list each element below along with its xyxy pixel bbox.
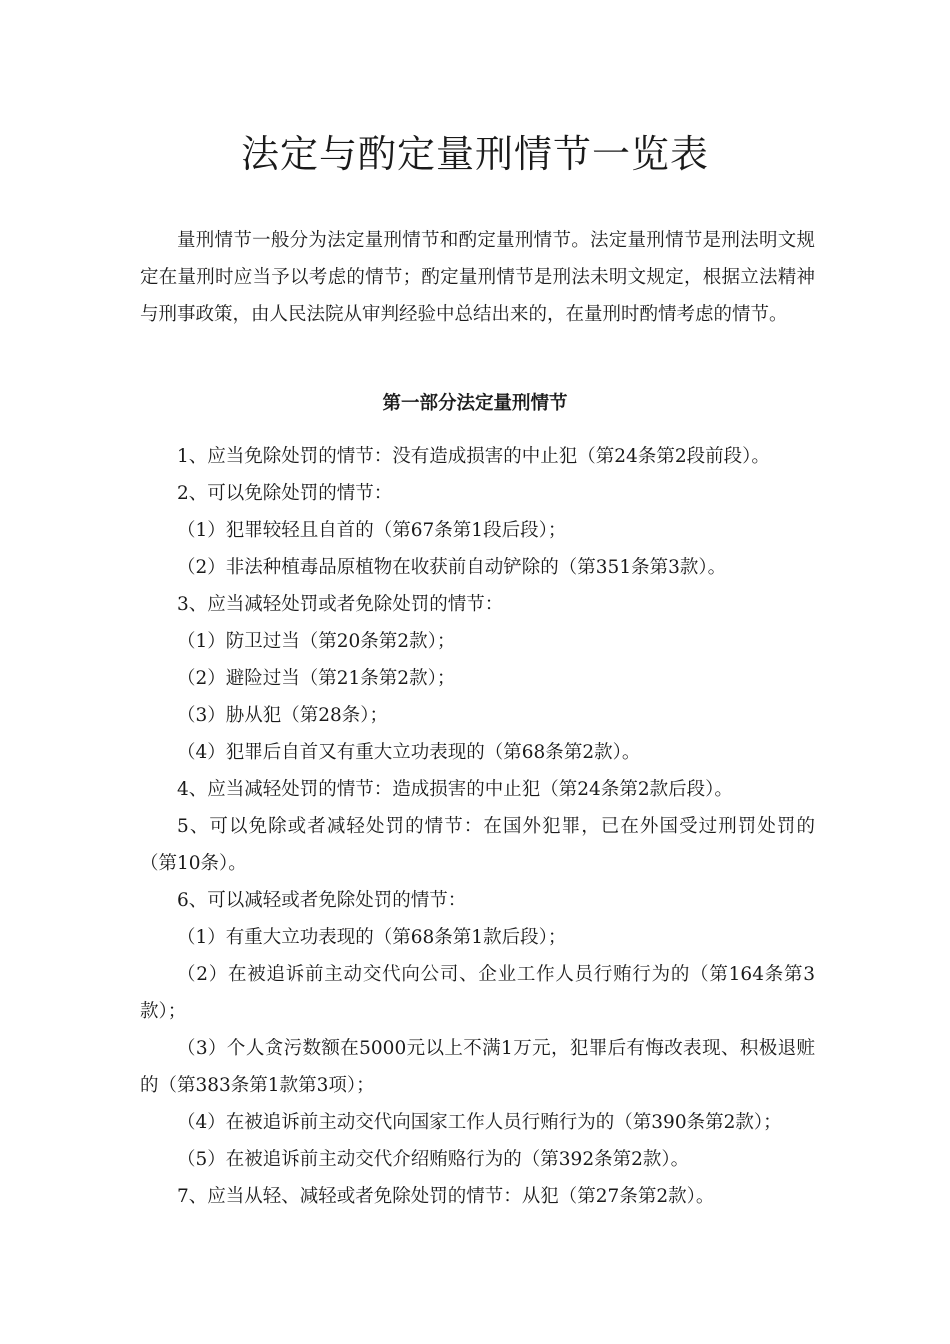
list-item: （2）避险过当（第21条第2款）； — [177, 668, 456, 689]
list-item: （4）在被追诉前主动交代向国家工作人员行贿行为的（第390条第2款）； — [177, 1112, 782, 1133]
list-item: 4、应当减轻处罚的情节：造成损害的中止犯（第24条第2款后段）。 — [177, 779, 733, 800]
list-item: （3）个人贪污数额在5000元以上不满1万元，犯罪后有悔改表现、积极退赃的（第383条第1款第3项）； — [140, 1038, 815, 1096]
list-item: 2、可以免除处罚的情节： — [177, 483, 393, 504]
section-heading: 第一部分法定量刑情节 — [382, 393, 568, 414]
intro-paragraph: 量刑情节一般分为法定量刑情节和酌定量刑情节。法定量刑情节是刑法明文规定在量刑时应当予以考虑的情节；酌定量刑情节是刑法未明文规定，根据立法精神与刑事政策，由人民法院从审判经验中总结出来的，在量刑时酌情考虑的情节。 — [140, 230, 815, 325]
list-item: （3）胁从犯（第28条）； — [177, 705, 389, 726]
list-item: 5、可以免除或者减轻处罚的情节：在国外犯罪，已在外国受过刑罚处罚的（第10条）。 — [140, 816, 815, 874]
list-item: 7、应当从轻、减轻或者免除处罚的情节：从犯（第27条第2款）。 — [177, 1186, 715, 1207]
list-item: （2）非法种植毒品原植物在收获前自动铲除的（第351条第3款）。 — [177, 557, 727, 578]
document-title: 法定与酌定量刑情节一览表 — [240, 132, 709, 176]
list-item: 3、应当减轻处罚或者免除处罚的情节： — [177, 594, 504, 615]
provision-list — [140, 438, 815, 1215]
list-item: （1）防卫过当（第20条第2款）； — [177, 631, 456, 652]
list-item: 6、可以减轻或者免除处罚的情节： — [177, 890, 467, 911]
list-item: （4）犯罪后自首又有重大立功表现的（第68条第2款）。 — [177, 742, 641, 763]
list-item: （2）在被追诉前主动交代向公司、企业工作人员行贿行为的（第164条第3款）； — [140, 964, 815, 1022]
list-item: （5）在被追诉前主动交代介绍贿赂行为的（第392条第2款）。 — [177, 1149, 690, 1170]
list-item: （1）有重大立功表现的（第68条第1款后段）； — [177, 927, 567, 948]
list-item: 1、应当免除处罚的情节：没有造成损害的中止犯（第24条第2段前段）。 — [177, 446, 770, 467]
list-item: （1）犯罪较轻且自首的（第67条第1段后段）； — [177, 520, 567, 541]
